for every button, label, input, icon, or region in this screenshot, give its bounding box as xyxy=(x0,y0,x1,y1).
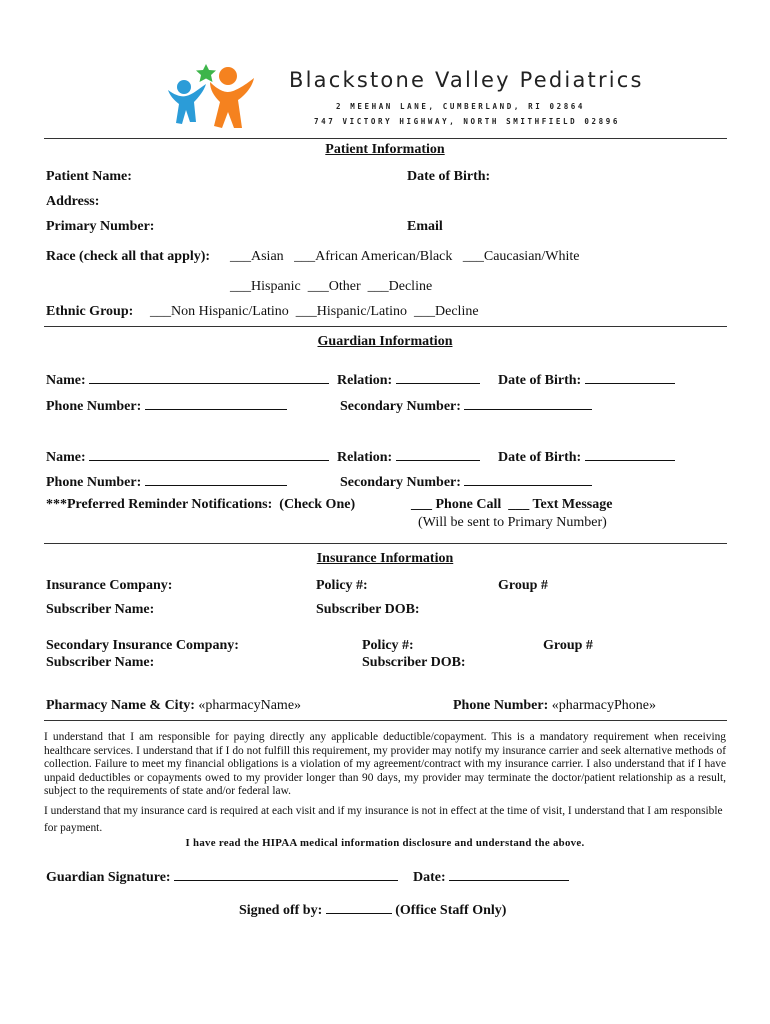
signature-date-row xyxy=(413,868,569,886)
secondary-subscriber-name-label: Subscriber Name: xyxy=(46,655,155,670)
secondary-group-label: Group # xyxy=(543,638,593,653)
orange-child-icon xyxy=(210,67,254,128)
pharmacy-label: Pharmacy Name & City: xyxy=(46,698,195,713)
secondary-policy-label: Policy #: xyxy=(362,638,414,653)
guardian1-dob-label: Date of Birth: xyxy=(498,373,582,388)
guardian2-phone-field[interactable] xyxy=(145,473,287,486)
guardian-signature-field[interactable] xyxy=(174,868,398,881)
practice-address-2: 747 VICTORY HIGHWAY, NORTH SMITHFIELD 02896 xyxy=(314,117,620,126)
signature-date-field[interactable] xyxy=(449,868,569,881)
guardian1-secondary-label: Secondary Number: xyxy=(340,399,461,414)
race-options-row2[interactable]: ___Hispanic ___Other ___Decline xyxy=(230,279,433,294)
guardian1-secondary-field[interactable] xyxy=(464,397,592,410)
guardian2-secondary-row xyxy=(340,473,592,491)
pharmacy-value[interactable]: «pharmacyName» xyxy=(198,698,302,713)
patient-address-label: Address: xyxy=(46,194,100,209)
reminder-note: (Will be sent to Primary Number) xyxy=(418,515,607,530)
signed-off-field[interactable] xyxy=(326,901,392,914)
guardian1-dob-row xyxy=(498,371,675,389)
guardian1-phone-label: Phone Number: xyxy=(46,399,142,414)
practice-address-1: 2 MEEHAN LANE, CUMBERLAND, RI 02864 xyxy=(336,102,586,111)
divider xyxy=(44,543,727,544)
guardian2-name-label: Name: xyxy=(46,450,86,465)
guardian2-secondary-label: Secondary Number: xyxy=(340,475,461,490)
guardian-signature-label: Guardian Signature: xyxy=(46,870,171,885)
reminder-label: ***Preferred Reminder Notifications: (Check One) xyxy=(46,497,356,512)
patient-name-label: Patient Name: xyxy=(46,169,132,184)
reminder-options[interactable]: ___ Phone Call ___ Text Message xyxy=(411,497,613,512)
green-star-icon xyxy=(196,64,216,82)
patient-dob-label: Date of Birth: xyxy=(407,169,491,184)
guardian1-dob-field[interactable] xyxy=(585,371,675,384)
policy-label: Policy #: xyxy=(316,578,368,593)
patient-heading: Patient Information xyxy=(325,142,445,157)
ethnic-group-label: Ethnic Group: xyxy=(46,304,134,319)
office-staff-note: (Office Staff Only) xyxy=(395,903,507,918)
guardian2-relation-field[interactable] xyxy=(396,448,480,461)
guardian-heading: Guardian Information xyxy=(317,334,453,349)
divider xyxy=(44,326,727,327)
patient-primary-number-label: Primary Number: xyxy=(46,219,155,234)
insurance-heading: Insurance Information xyxy=(316,551,454,566)
subscriber-dob-label: Subscriber DOB: xyxy=(316,602,420,617)
pharmacy-phone-value[interactable]: «pharmacyPhone» xyxy=(551,698,656,713)
race-options-row1[interactable]: ___Asian ___African American/Black ___Caucasian/White xyxy=(230,249,580,264)
guardian1-secondary-row xyxy=(340,397,592,415)
secondary-subscriber-dob-label: Subscriber DOB: xyxy=(362,655,466,670)
guardian1-relation-label: Relation: xyxy=(337,373,393,388)
signature-date-label: Date: xyxy=(413,870,446,885)
guardian1-relation-row xyxy=(337,371,480,389)
race-label: Race (check all that apply): xyxy=(46,249,211,264)
group-label: Group # xyxy=(498,578,548,593)
insurance-company-label: Insurance Company: xyxy=(46,578,173,593)
guardian2-dob-label: Date of Birth: xyxy=(498,450,582,465)
practice-name: Blackstone Valley Pediatrics xyxy=(289,68,644,92)
patient-email-label: Email xyxy=(407,219,443,234)
guardian1-name-row xyxy=(46,371,329,389)
guardian2-dob-field[interactable] xyxy=(585,448,675,461)
agreement-paragraph-2: I understand that my insurance card is required at each visit and if my insurance is not in effect at the time of visit, I understand that I am responsible for payment. xyxy=(44,805,723,834)
guardian1-name-label: Name: xyxy=(46,373,86,388)
pharmacy-phone-label: Phone Number: xyxy=(453,698,549,713)
guardian1-phone-row xyxy=(46,397,287,415)
guardian1-name-field[interactable] xyxy=(89,371,329,384)
divider xyxy=(44,138,727,139)
guardian1-relation-field[interactable] xyxy=(396,371,480,384)
guardian2-secondary-field[interactable] xyxy=(464,473,592,486)
guardian2-dob-row xyxy=(498,448,675,466)
secondary-insurance-company-label: Secondary Insurance Company: xyxy=(46,638,239,653)
guardian2-relation-row xyxy=(337,448,480,466)
agreement-paragraph-1: I understand that I am responsible for paying directly any applicable deductible/copayment. This is a mandatory requirement when receiving healthcare services. I understand that if I do not fulfill this requirement, my provider may notify my insurance carrier and seek alternative methods of collection. Failure to meet my financial obligations is a violation of my agreement/contract with my insurance carrier. I also understand that if I have unpaid deductibles or copayments owed to my provider longer than 90 days, my provider may terminate the doctor/patient relationship as a result, subject to the requirements of state and/or federal law. xyxy=(44,731,726,798)
signed-off-row xyxy=(239,901,506,919)
divider xyxy=(44,720,727,721)
guardian2-phone-row xyxy=(46,473,287,491)
logo xyxy=(166,60,644,132)
blue-child-icon xyxy=(168,80,206,124)
signed-off-label: Signed off by: xyxy=(239,903,323,918)
pharmacy-phone-row xyxy=(453,698,656,714)
guardian1-phone-field[interactable] xyxy=(145,397,287,410)
kids-logo-icon xyxy=(166,60,284,132)
hipaa-statement: I have read the HIPAA medical information disclosure and understand the above. xyxy=(185,837,585,849)
guardian-signature-row xyxy=(46,868,398,886)
guardian2-name-row xyxy=(46,448,329,466)
ethnic-group-options[interactable]: ___Non Hispanic/Latino ___Hispanic/Latino ___Decline xyxy=(150,304,479,319)
guardian2-relation-label: Relation: xyxy=(337,450,393,465)
pharmacy-row xyxy=(46,698,301,714)
subscriber-name-label: Subscriber Name: xyxy=(46,602,155,617)
guardian2-phone-label: Phone Number: xyxy=(46,475,142,490)
guardian2-name-field[interactable] xyxy=(89,448,329,461)
